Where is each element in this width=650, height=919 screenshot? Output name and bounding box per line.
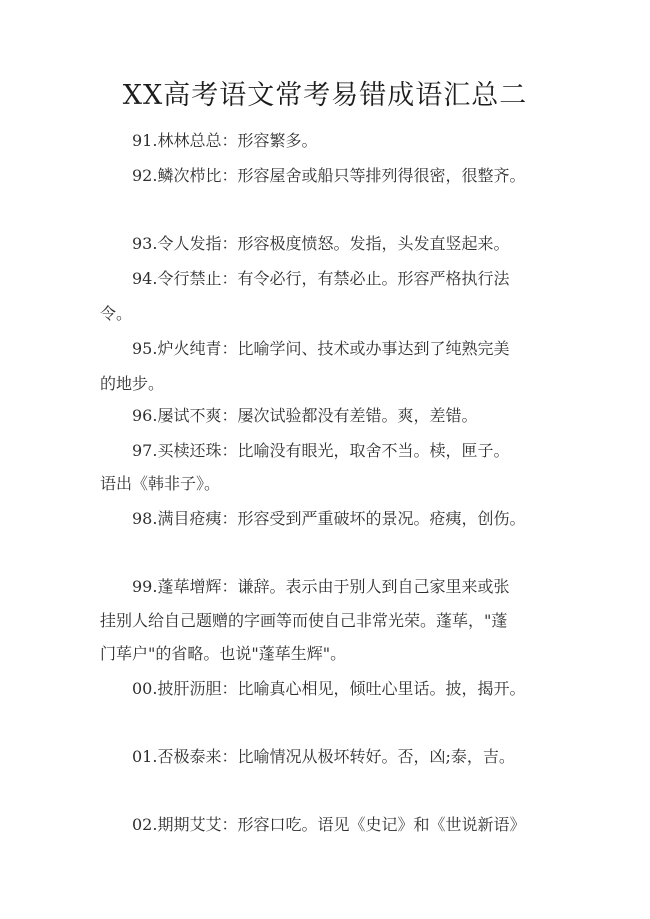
entry-96: 96.屡试不爽：屡次试验都没有差错。爽，差错。	[132, 406, 478, 425]
entry-94: 94.令行禁止：有令必行，有禁必止。形容严格执行法	[132, 269, 510, 288]
entry-99: 99.蓬荜增辉：谦辞。表示由于别人到自己家里来或张	[132, 577, 510, 596]
entry-95: 95.炉火纯青：比喻学问、技术或办事达到了纯熟完美	[132, 339, 510, 358]
entry-97-continued: 语出《韩非子》。	[100, 474, 221, 493]
entry-93: 93.令人发指：形容极度愤怒。发指，头发直竖起来。	[132, 234, 510, 253]
entry-01: 01.否极泰来：比喻情况从极坏转好。否，凶;泰，吉。	[132, 747, 515, 766]
entry-99-continued-2: 门荜户"的省略。也说"蓬荜生辉"。	[100, 644, 347, 663]
entry-91: 91.林林总总：形容繁多。	[132, 131, 318, 150]
entry-94-continued: 令。	[100, 304, 133, 323]
entry-92: 92.鳞次栉比：形容屋舍或船只等排列得很密，很整齐。	[132, 166, 526, 185]
entry-98: 98.满目疮痍：形容受到严重破坏的景况。疮痍，创伤。	[132, 509, 526, 528]
page-title: XX高考语文常考易错成语汇总二	[122, 80, 528, 111]
entry-99-continued-1: 挂别人给自己题赠的字画等而使自己非常光荣。蓬荜，"蓬	[100, 611, 508, 630]
entry-95-continued: 的地步。	[100, 374, 165, 393]
entry-97: 97.买椟还珠：比喻没有眼光，取舍不当。椟，匣子。	[132, 441, 510, 460]
entry-00: 00.披肝沥胆：比喻真心相见，倾吐心里话。披，揭开。	[132, 679, 526, 698]
entry-02: 02.期期艾艾：形容口吃。语见《史记》和《世说新语》	[132, 815, 526, 834]
